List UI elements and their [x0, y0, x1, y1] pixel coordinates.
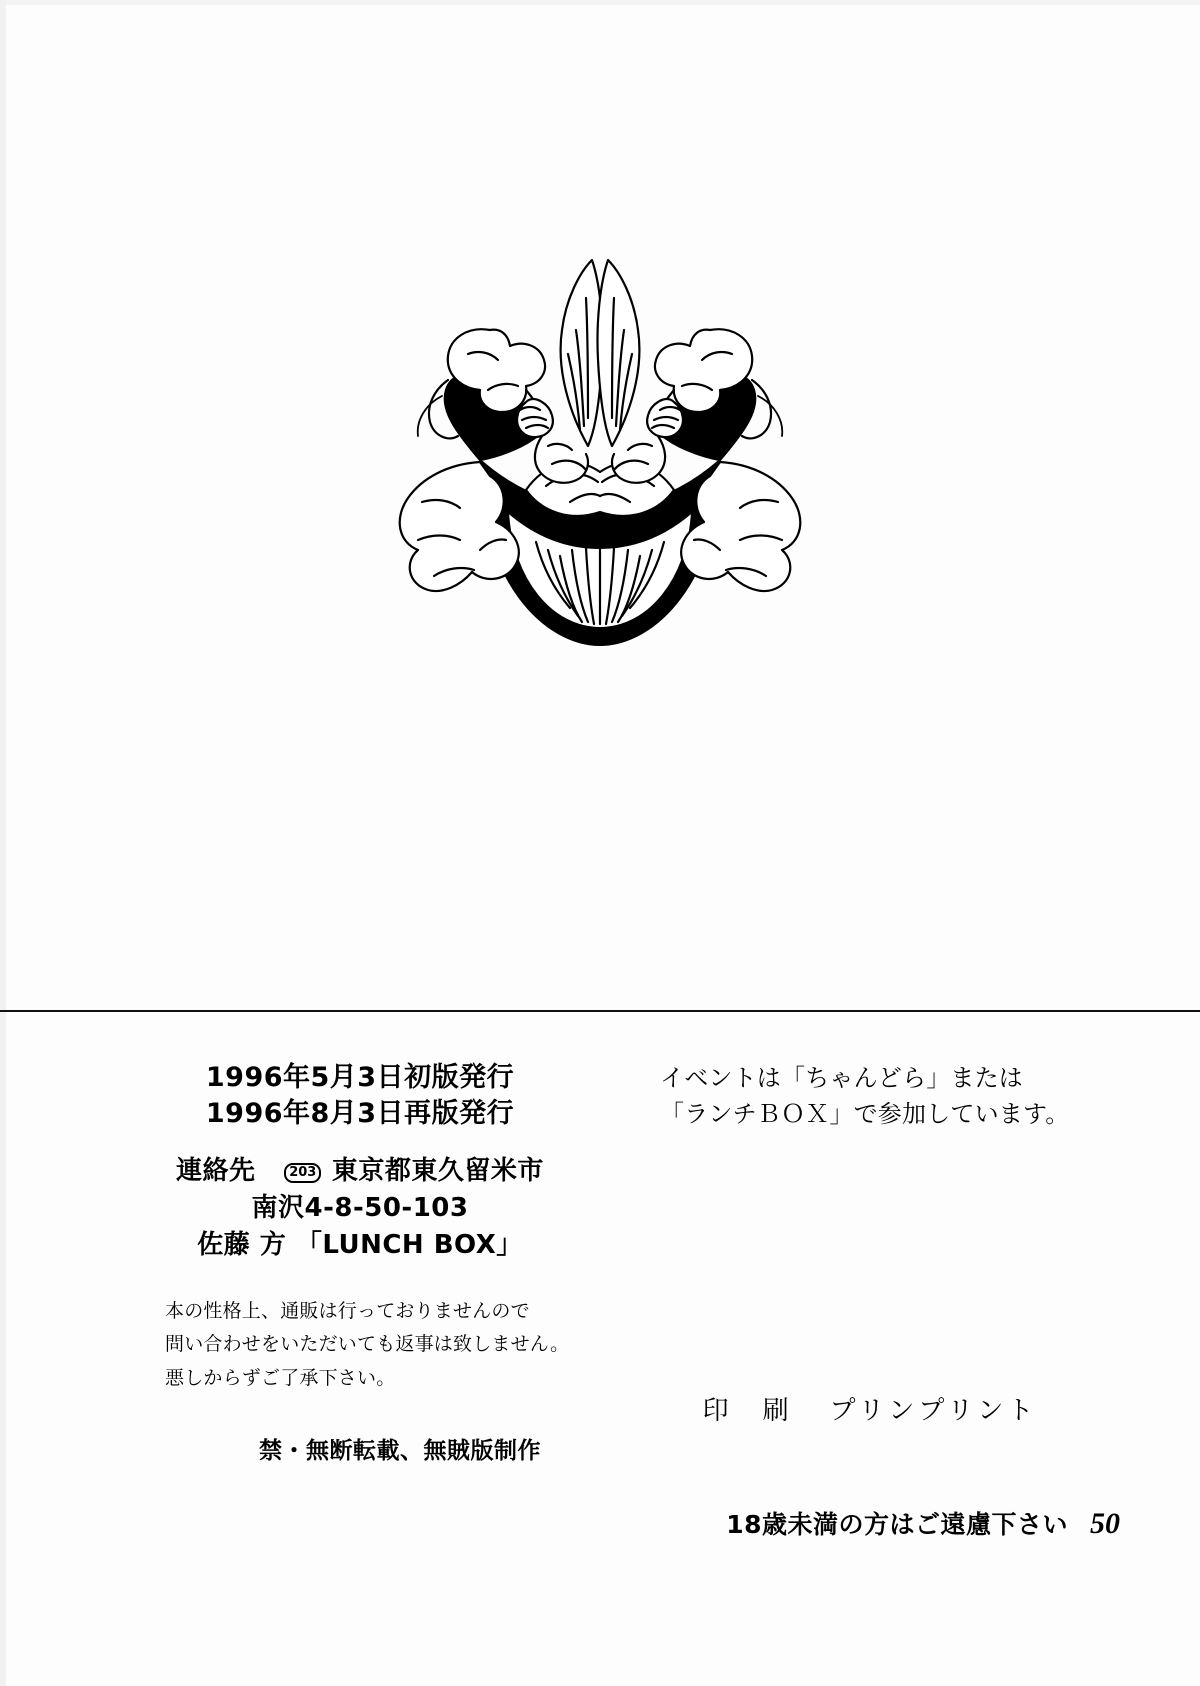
horizontal-divider	[0, 1010, 1200, 1012]
printer-label: 印 刷	[702, 1396, 793, 1426]
contact-address	[120, 1153, 600, 1264]
page-number: 50	[1090, 1507, 1120, 1540]
event-line-1: イベントは「ちゃんどら」または	[660, 1064, 1023, 1092]
mail-order-notice	[165, 1295, 635, 1395]
printer-credit	[660, 1390, 1080, 1427]
page-footer	[620, 1505, 1120, 1541]
event-participation-note	[660, 1060, 1130, 1132]
address-line-3: 佐藤 方 「LUNCH BOX」	[197, 1230, 523, 1261]
notice-line-2: 問い合わせをいただいても返事は致しません。	[165, 1333, 570, 1356]
address-line-2: 南沢4-8-50-103	[251, 1193, 469, 1224]
scan-edge-left	[0, 0, 6, 1686]
printer-name: プリンプリント	[829, 1396, 1038, 1426]
notice-line-3: 悪しからずご了承下さい。	[165, 1366, 396, 1389]
contact-label: 連絡先	[176, 1156, 256, 1187]
orchid-flower-with-winged-figures-illustration	[330, 250, 870, 660]
date-first-edition: 1996年5月3日初版発行	[205, 1062, 515, 1093]
colophon-block	[120, 1060, 600, 1264]
contact-line-1	[120, 1153, 600, 1190]
scan-edge-top	[0, 0, 1200, 5]
age-restriction-warning: 18歳未満の方はご遠慮下さい	[726, 1510, 1068, 1539]
address-line-1: 東京都東久留米市	[331, 1156, 544, 1187]
postal-mark-icon: 203	[284, 1163, 321, 1183]
event-line-2: 「ランチＢＯＸ」で参加しています。	[660, 1100, 1070, 1128]
no-reprint-warning: 禁・無断転載、無賊版制作	[259, 1438, 541, 1464]
notice-line-1: 本の性格上、通販は行っておりませんので	[165, 1300, 530, 1322]
publication-dates	[120, 1060, 600, 1131]
date-reprint-edition: 1996年8月3日再版発行	[205, 1097, 515, 1129]
